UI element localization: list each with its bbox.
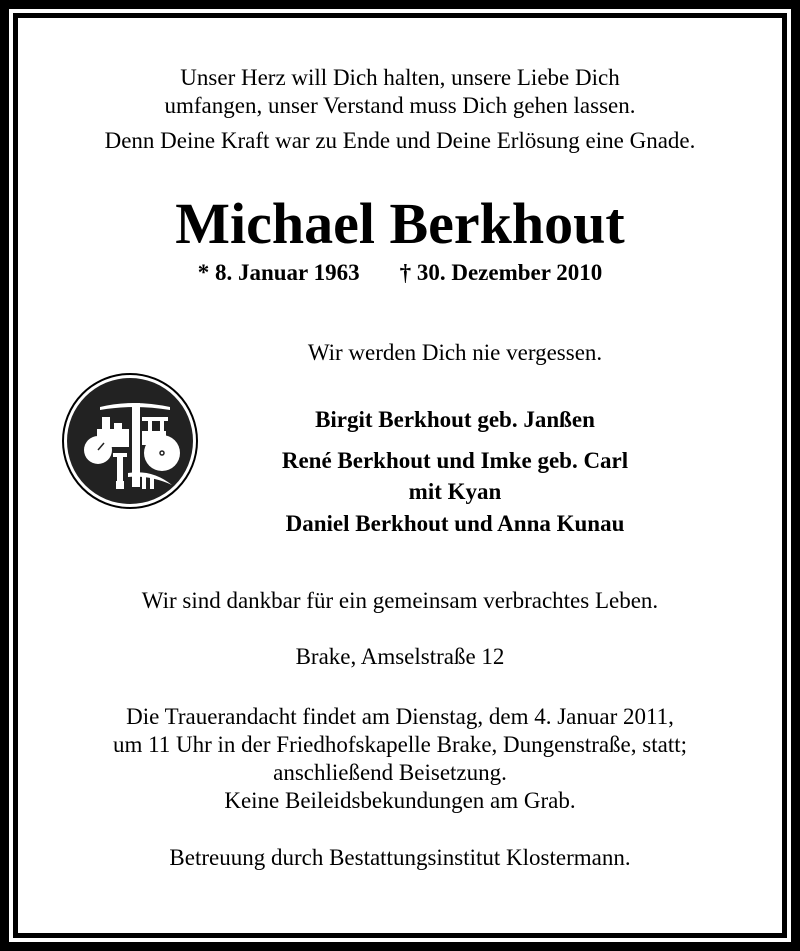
- life-dates: [0, 259, 800, 287]
- service-line: Keine Beileidsbekundungen am Grab.: [224, 788, 576, 813]
- verse-line: Unser Herz will Dich halten, unsere Liebe Dich: [180, 65, 620, 90]
- remember-line: Wir werden Dich nie vergessen.: [307, 340, 603, 365]
- birth-date: * 8. Januar 1963: [197, 260, 360, 285]
- family-member: Daniel Berkhout und Anna Kunau: [285, 511, 625, 536]
- service-line: um 11 Uhr in der Friedhofskapelle Brake, Dungenstraße, statt;: [112, 732, 687, 757]
- service-line: Die Trauerandacht findet am Dienstag, dem 4. Januar 2011,: [126, 704, 674, 729]
- address: Brake, Amselstraße 12: [295, 644, 505, 669]
- service-line: anschließend Beisetzung.: [273, 760, 507, 785]
- thanks-line: Wir sind dankbar für ein gemeinsam verbrachtes Leben.: [141, 588, 659, 613]
- family-member: mit Kyan: [408, 479, 502, 504]
- undertaker-line: Betreuung durch Bestattungsinstitut Klostermann.: [169, 845, 631, 870]
- family-member: René Berkhout und Imke geb. Carl: [281, 448, 629, 473]
- deceased-name: Michael Berkhout: [175, 191, 625, 256]
- family-member: Birgit Berkhout geb. Janßen: [315, 407, 595, 432]
- death-date: † 30. Dezember 2010: [399, 260, 603, 285]
- verse-line: Denn Deine Kraft war zu Ende und Deine Erlösung eine Gnade.: [104, 128, 696, 153]
- verse-line: umfangen, unser Verstand muss Dich gehen lassen.: [164, 93, 636, 118]
